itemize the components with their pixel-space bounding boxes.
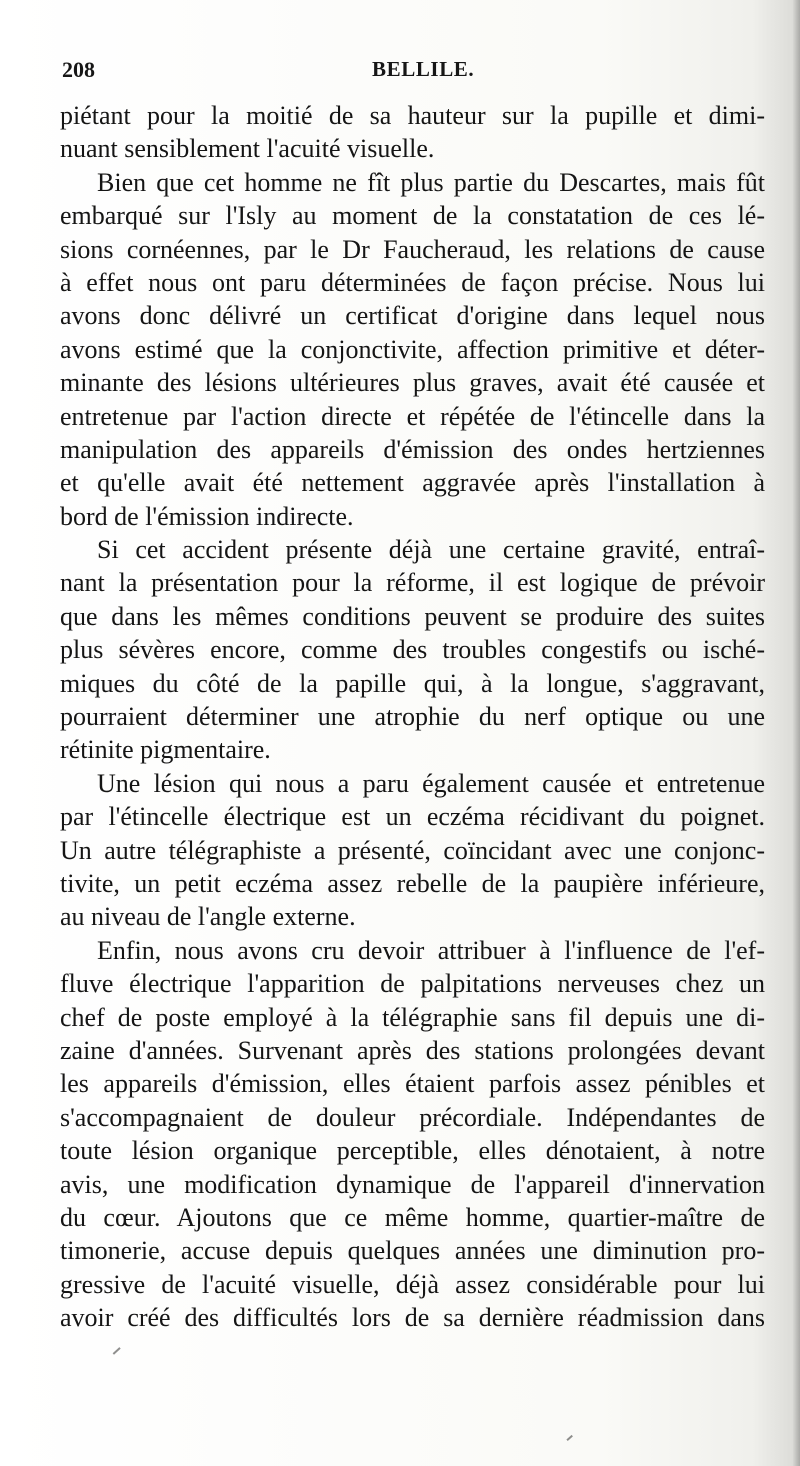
text-line: que dans les mêmes conditions peuvent se produire des suites xyxy=(60,601,765,631)
text-line: avons donc délivré un certificat d'origine dans lequel nous xyxy=(60,301,765,331)
text-line: avons estimé que la conjonctivite, affection primitive et déter- xyxy=(60,334,765,364)
scan-speck xyxy=(566,1435,572,1441)
text-line: entretenue par l'action directe et répétée de l'étincelle dans la xyxy=(60,401,765,431)
body-text xyxy=(60,99,765,1334)
text-line: les appareils d'émission, elles étaient parfois assez pénibles et xyxy=(60,1069,765,1099)
text-line: nuant sensiblement l'acuité visuelle. xyxy=(60,134,435,164)
text-line: timonerie, accuse depuis quelques années une diminution pro- xyxy=(60,1236,765,1266)
running-head: BELLILE. xyxy=(372,57,475,81)
text-line: par l'étincelle électrique est un eczéma récidivant du poignet. xyxy=(60,802,765,832)
page-number: 208 xyxy=(62,57,95,82)
text-line: zaine d'années. Survenant après des stations prolongées devant xyxy=(60,1035,765,1065)
text-line: Une lésion qui nous a paru également causée et entretenue xyxy=(97,768,765,798)
page-edge-shadow xyxy=(793,0,800,1466)
text-line: du cœur. Ajoutons que ce même homme, quartier-maître de xyxy=(60,1202,765,1232)
text-line: miques du côté de la papille qui, à la longue, s'aggravant, xyxy=(60,668,765,698)
text-line: toute lésion organique perceptible, elles dénotaient, à notre xyxy=(60,1136,765,1166)
text-line: manipulation des appareils d'émission des ondes hertziennes xyxy=(60,434,765,464)
text-line: pourraient déterminer une atrophie du nerf optique ou une xyxy=(60,702,765,732)
text-line: rétinite pigmentaire. xyxy=(60,735,271,765)
text-line: piétant pour la moitié de sa hauteur sur la pupille et dimi- xyxy=(60,101,765,130)
text-line: avoir créé des difficultés lors de sa dernière réadmission dans xyxy=(60,1303,765,1333)
text-line: Enfin, nous avons cru devoir attribuer à l'influence de l'ef- xyxy=(97,935,765,965)
text-line: s'accompagnaient de douleur précordiale. Indépendantes de xyxy=(60,1102,765,1132)
text-line: avis, une modification dynamique de l'appareil d'innervation xyxy=(60,1169,765,1199)
paragraph-3 xyxy=(60,533,765,767)
text-line: à effet nous ont paru déterminées de façon précise. Nous lui xyxy=(60,267,765,297)
text-line: minante des lésions ultérieures plus graves, avait été causée et xyxy=(60,368,765,398)
text-line: gressive de l'acuité visuelle, déjà assez considérable pour lui xyxy=(60,1269,765,1299)
paragraph-5 xyxy=(60,934,765,1335)
text-line: tivite, un petit eczéma assez rebelle de la paupière inférieure, xyxy=(60,868,765,898)
text-line: Bien que cet homme ne fît plus partie du Descartes, mais fût xyxy=(97,167,765,197)
text-line: sions cornéennes, par le Dr Faucheraud, les relations de cause xyxy=(60,234,765,264)
paragraph-2 xyxy=(60,166,765,533)
text-line: au niveau de l'angle externe. xyxy=(60,902,356,932)
text-line: fluve électrique l'apparition de palpitations nerveuses chez un xyxy=(60,969,765,999)
text-line: nant la présentation pour la réforme, il est logique de prévoir xyxy=(60,568,765,598)
text-line: chef de poste employé à la télégraphie sans fil depuis une di- xyxy=(60,1002,765,1032)
text-line: bord de l'émission indirecte. xyxy=(60,501,354,531)
paragraph-4 xyxy=(60,767,765,934)
text-line: Un autre télégraphiste a présenté, coïncidant avec une conjonc- xyxy=(60,835,765,865)
paragraph-1 xyxy=(60,99,765,166)
text-line: Si cet accident présente déjà une certaine gravité, entraî- xyxy=(97,535,765,565)
text-line: plus sévères encore, comme des troubles congestifs ou isché- xyxy=(60,635,765,665)
text-line: et qu'elle avait été nettement aggravée après l'installation à xyxy=(60,468,765,498)
text-line: embarqué sur l'Isly au moment de la constatation de ces lé- xyxy=(60,201,765,231)
scan-speck xyxy=(113,1347,121,1354)
